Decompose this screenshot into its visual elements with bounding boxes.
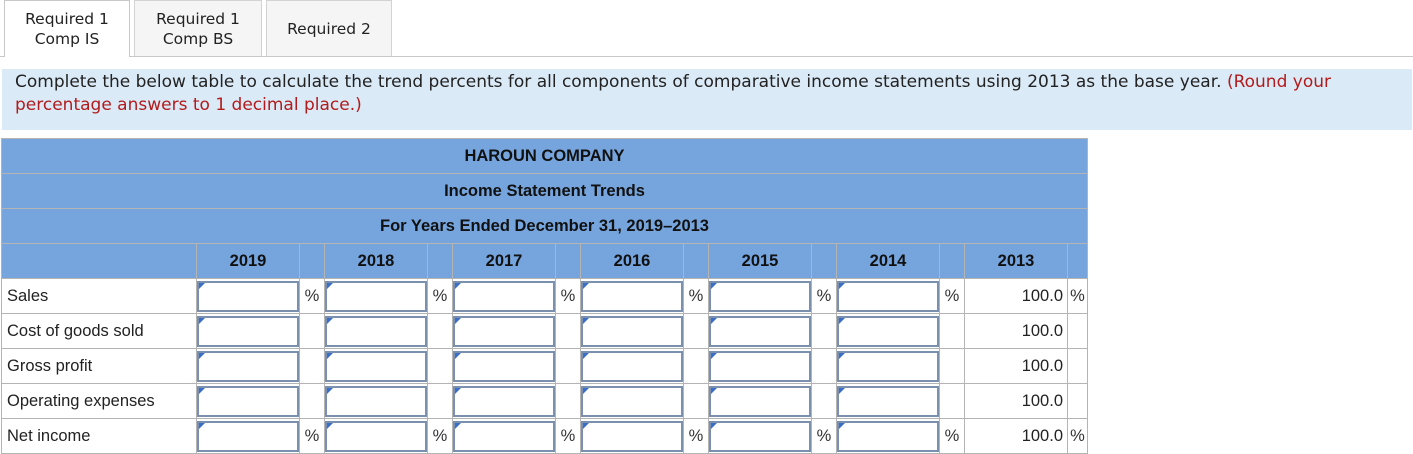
input-cell bbox=[709, 384, 812, 419]
percent-sign bbox=[684, 384, 709, 419]
tab-required-1-comp-bs[interactable] bbox=[134, 0, 262, 56]
base-value: 100.0 bbox=[965, 349, 1068, 384]
input-cell bbox=[453, 349, 556, 384]
input-cell bbox=[197, 384, 300, 419]
pct-header-spacer bbox=[556, 244, 581, 279]
year-header-2016: 2016 bbox=[581, 244, 684, 279]
pct-header-spacer bbox=[428, 244, 453, 279]
input-cell bbox=[837, 279, 940, 314]
input-cell bbox=[581, 419, 684, 454]
row-label: Net income bbox=[2, 419, 197, 454]
table-row bbox=[2, 314, 1088, 349]
trend-input-2015[interactable] bbox=[709, 281, 811, 312]
year-header-2015: 2015 bbox=[709, 244, 812, 279]
percent-sign: % bbox=[556, 419, 581, 454]
trend-input-2018[interactable] bbox=[325, 281, 427, 312]
trend-input-2017[interactable] bbox=[453, 421, 555, 452]
percent-sign: % bbox=[428, 419, 453, 454]
trend-input-2014[interactable] bbox=[837, 281, 939, 312]
percent-sign: % bbox=[300, 279, 325, 314]
statement-title: Income Statement Trends bbox=[2, 174, 1088, 209]
percent-sign: % bbox=[812, 419, 837, 454]
percent-sign bbox=[812, 349, 837, 384]
input-cell bbox=[197, 279, 300, 314]
input-cell bbox=[197, 419, 300, 454]
input-cell bbox=[197, 314, 300, 349]
input-cell bbox=[581, 384, 684, 419]
percent-sign: % bbox=[1068, 279, 1088, 314]
trend-input-2014[interactable] bbox=[837, 386, 939, 417]
table-row bbox=[2, 349, 1088, 384]
input-cell bbox=[325, 349, 428, 384]
percent-sign: % bbox=[940, 419, 965, 454]
input-cell bbox=[453, 419, 556, 454]
trend-input-2015[interactable] bbox=[709, 421, 811, 452]
year-header-2013: 2013 bbox=[965, 244, 1068, 279]
input-cell bbox=[709, 419, 812, 454]
year-header-2019: 2019 bbox=[197, 244, 300, 279]
tab-label: Required 2 bbox=[287, 19, 371, 38]
statement-period: For Years Ended December 31, 2019–2013 bbox=[2, 209, 1088, 244]
input-cell bbox=[709, 314, 812, 349]
trend-input-2017[interactable] bbox=[453, 281, 555, 312]
base-value: 100.0 bbox=[965, 419, 1068, 454]
percent-sign: % bbox=[1068, 419, 1088, 454]
tab-bar bbox=[0, 0, 1413, 57]
trend-input-2017[interactable] bbox=[453, 386, 555, 417]
input-cell bbox=[453, 314, 556, 349]
trend-input-2017[interactable] bbox=[453, 316, 555, 347]
input-cell bbox=[453, 384, 556, 419]
trend-input-2016[interactable] bbox=[581, 351, 683, 382]
input-cell bbox=[709, 279, 812, 314]
base-value: 100.0 bbox=[965, 279, 1068, 314]
percent-sign: % bbox=[428, 279, 453, 314]
trend-input-2015[interactable] bbox=[709, 351, 811, 382]
percent-sign bbox=[300, 314, 325, 349]
input-cell bbox=[837, 349, 940, 384]
trend-input-2017[interactable] bbox=[453, 351, 555, 382]
percent-sign bbox=[1068, 384, 1088, 419]
percent-sign: % bbox=[812, 279, 837, 314]
instructions-note: (Round your percentage answers to 1 decimal place.) bbox=[15, 72, 1332, 115]
instructions-panel bbox=[2, 69, 1412, 130]
trend-input-2014[interactable] bbox=[837, 421, 939, 452]
row-label: Cost of goods sold bbox=[2, 314, 197, 349]
pct-header-spacer bbox=[684, 244, 709, 279]
percent-sign: % bbox=[684, 419, 709, 454]
input-cell bbox=[837, 384, 940, 419]
input-cell bbox=[325, 384, 428, 419]
tab-label: Required 1 Comp IS bbox=[25, 10, 109, 48]
row-label: Operating expenses bbox=[2, 384, 197, 419]
year-header-2014: 2014 bbox=[837, 244, 940, 279]
percent-sign bbox=[428, 314, 453, 349]
input-cell bbox=[581, 279, 684, 314]
trend-input-2016[interactable] bbox=[581, 316, 683, 347]
tab-label: Required 1 Comp BS bbox=[156, 9, 240, 48]
base-value: 100.0 bbox=[965, 314, 1068, 349]
input-cell bbox=[709, 349, 812, 384]
base-value: 100.0 bbox=[965, 384, 1068, 419]
year-header-2017: 2017 bbox=[453, 244, 556, 279]
trend-input-2014[interactable] bbox=[837, 316, 939, 347]
input-cell bbox=[197, 349, 300, 384]
row-label: Sales bbox=[2, 279, 197, 314]
pct-header-spacer bbox=[1068, 244, 1088, 279]
trend-input-2018[interactable] bbox=[325, 421, 427, 452]
trend-input-2015[interactable] bbox=[709, 386, 811, 417]
percent-sign bbox=[1068, 349, 1088, 384]
table-row bbox=[2, 384, 1088, 419]
percent-sign bbox=[556, 314, 581, 349]
trend-input-2019[interactable] bbox=[197, 351, 299, 382]
percent-sign bbox=[300, 384, 325, 419]
percent-sign bbox=[940, 384, 965, 419]
percent-sign bbox=[1068, 314, 1088, 349]
percent-sign bbox=[556, 349, 581, 384]
input-cell bbox=[837, 419, 940, 454]
pct-header-spacer bbox=[940, 244, 965, 279]
trend-input-2014[interactable] bbox=[837, 351, 939, 382]
tab-bar-divider bbox=[0, 56, 1413, 57]
percent-sign bbox=[556, 384, 581, 419]
percent-sign: % bbox=[300, 419, 325, 454]
percent-sign bbox=[940, 349, 965, 384]
row-label: Gross profit bbox=[2, 349, 197, 384]
input-cell bbox=[453, 279, 556, 314]
percent-sign: % bbox=[940, 279, 965, 314]
percent-sign bbox=[428, 384, 453, 419]
percent-sign bbox=[812, 314, 837, 349]
input-cell bbox=[581, 349, 684, 384]
trend-input-2018[interactable] bbox=[325, 351, 427, 382]
table-row bbox=[2, 279, 1088, 314]
pct-header-spacer bbox=[812, 244, 837, 279]
percent-sign bbox=[300, 349, 325, 384]
year-header-2018: 2018 bbox=[325, 244, 428, 279]
company-name: HAROUN COMPANY bbox=[2, 139, 1088, 174]
trend-input-2018[interactable] bbox=[325, 316, 427, 347]
input-cell bbox=[325, 314, 428, 349]
trend-input-2016[interactable] bbox=[581, 386, 683, 417]
percent-sign bbox=[684, 314, 709, 349]
trend-input-2019[interactable] bbox=[197, 316, 299, 347]
trend-input-2019[interactable] bbox=[197, 281, 299, 312]
trend-input-2015[interactable] bbox=[709, 316, 811, 347]
percent-sign: % bbox=[556, 279, 581, 314]
trend-input-2018[interactable] bbox=[325, 386, 427, 417]
tab-required-1-comp-is[interactable] bbox=[4, 0, 130, 57]
pct-header-spacer bbox=[300, 244, 325, 279]
tab-required-2[interactable] bbox=[266, 0, 392, 56]
percent-sign bbox=[940, 314, 965, 349]
trend-input-2019[interactable] bbox=[197, 386, 299, 417]
percent-sign bbox=[684, 349, 709, 384]
trend-table bbox=[1, 138, 1088, 454]
instructions-text: Complete the below table to calculate the trend percents for all components of comparative income statements using 2013 as the base year. bbox=[15, 72, 1222, 92]
table-row bbox=[2, 419, 1088, 454]
percent-sign: % bbox=[684, 279, 709, 314]
trend-input-2019[interactable] bbox=[197, 421, 299, 452]
input-cell bbox=[837, 314, 940, 349]
input-cell bbox=[581, 314, 684, 349]
percent-sign bbox=[428, 349, 453, 384]
trend-input-2016[interactable] bbox=[581, 281, 683, 312]
trend-input-2016[interactable] bbox=[581, 421, 683, 452]
row-label-header bbox=[2, 244, 197, 279]
percent-sign bbox=[812, 384, 837, 419]
input-cell bbox=[325, 279, 428, 314]
input-cell bbox=[325, 419, 428, 454]
